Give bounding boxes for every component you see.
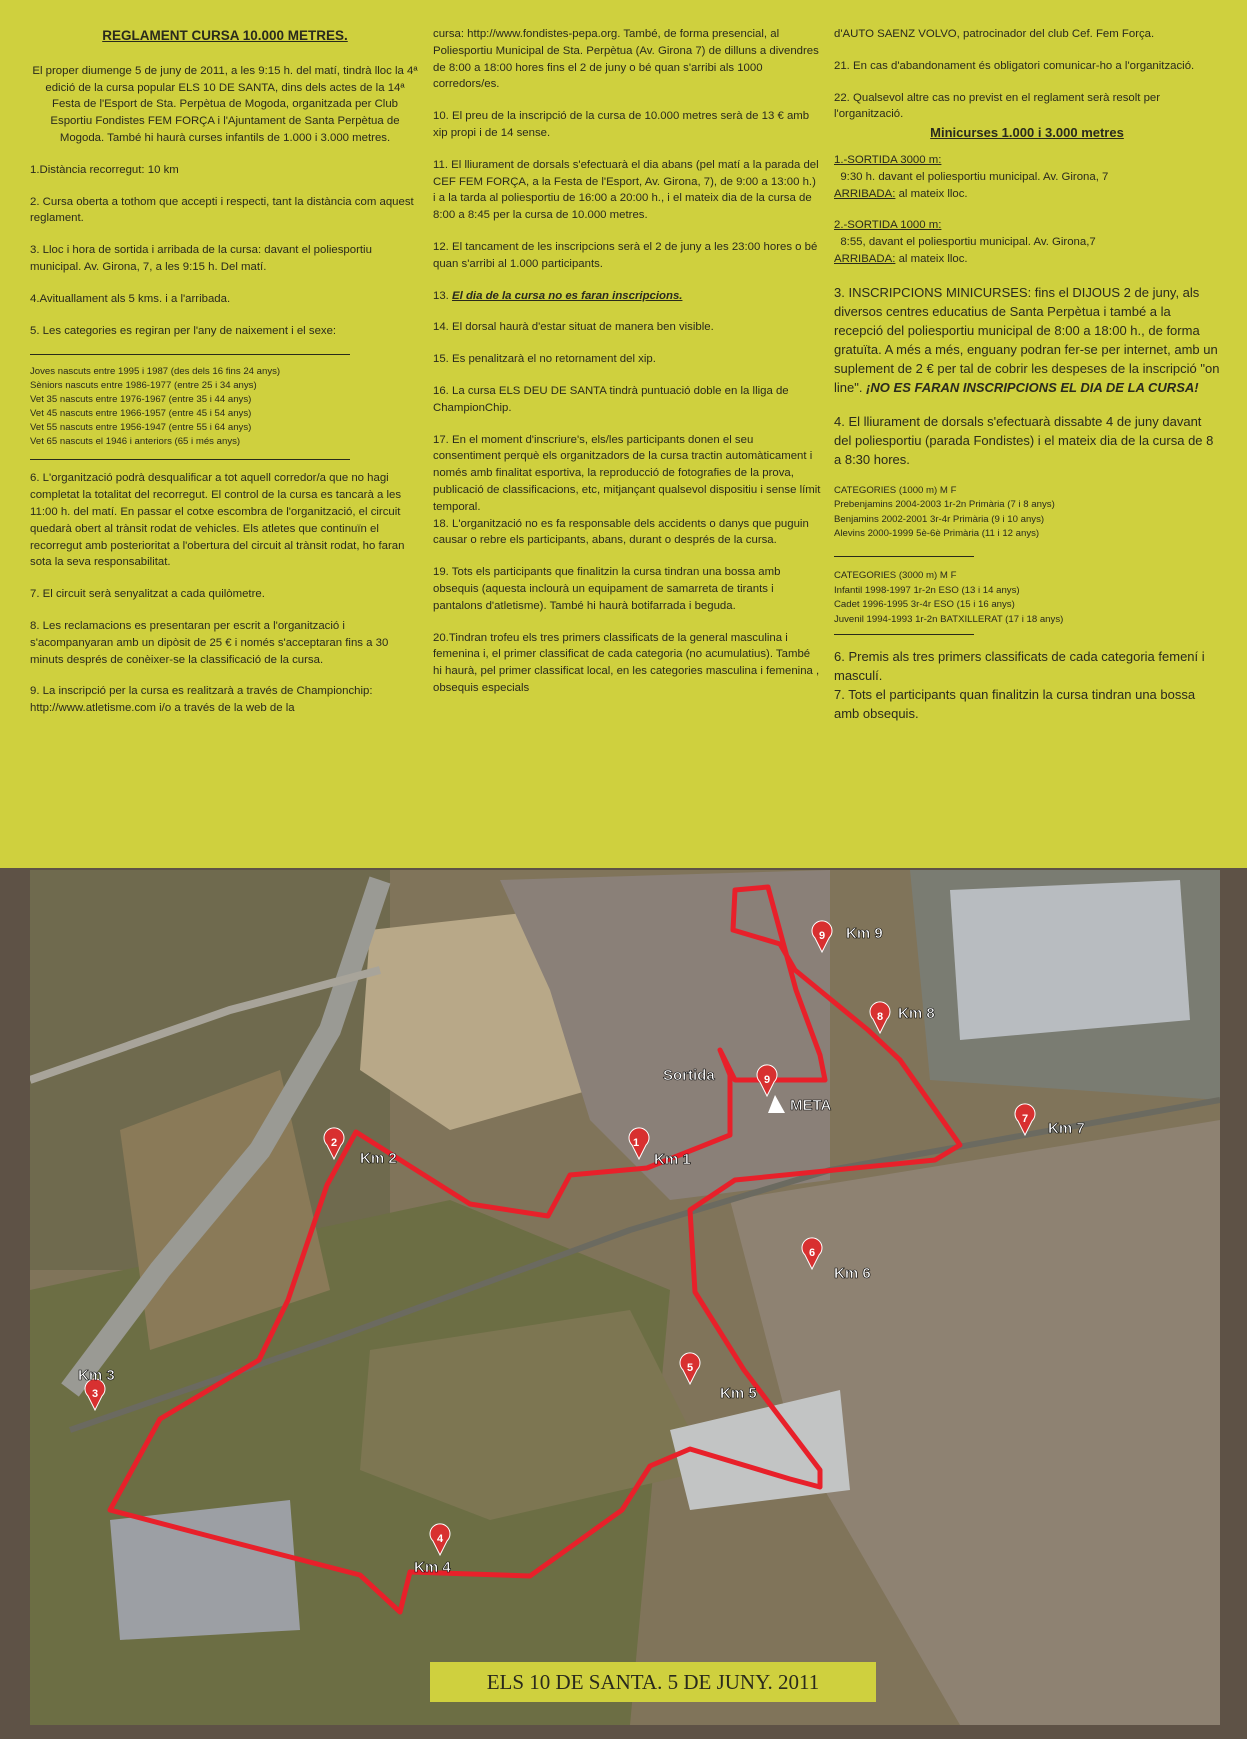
rule-21: 21. En cas d'abandonament és obligatori comunicar-ho a l'organització.: [834, 59, 1195, 72]
category-line: Joves nascuts entre 1995 i 1987 (des dels 16 fins 24 anys): [30, 366, 281, 378]
km-label: Km 6: [834, 1265, 871, 1282]
minicurses-registration: [834, 283, 1220, 397]
marker-number: 2: [330, 1137, 338, 1149]
rule-16: 16. La cursa ELS DEU DE SANTA tindrà puntuació doble en la lliga de ChampionChip.: [433, 384, 789, 414]
km-label: Km 8: [898, 1005, 935, 1022]
category-line: Cadet 1996-1995 3r-4r ESO (15 i 16 anys): [834, 599, 1015, 611]
marker-number: 3: [91, 1388, 99, 1400]
marker-number: 1: [632, 1137, 640, 1149]
rule-13-text: El dia de la cursa no es faran inscripcions.: [452, 289, 683, 302]
minicurses-title: Minicurses 1.000 i 3.000 metres: [930, 125, 1124, 141]
minicursa-1000-heading: 2.-SORTIDA 1000 m:: [834, 219, 942, 232]
map-canvas: [30, 870, 1220, 1725]
marker-number: 9: [818, 930, 826, 942]
rule-6: 6. L'organització podrà desqualificar a tot aquell corredor/a que no hagi completat la totalitat del recorregut. El control de la cursa es tancarà a les 11:00 h. del matí. En passar el cotxe escombra de l'organització, el circuit quedarà obert al trànsit rodat de vehicles. Els atletes que continuïn el recorregut amb posterioritat a l'obertura del circuit al trànsit rodat, ho faran sota la seva responsabilitat.: [30, 472, 405, 569]
minicurses-registration-text: 3. INSCRIPCIONS MINICURSES: fins el DIJOUS 2 de juny, als diversos centres educatius de Santa Perpètua i també a la recepció del poliesportiu municipal de 8:00 a 18:00 h., de forma gratuïta. A més a més, enguany podran fer-se per internet, amb un suplement de 2 € per tal de cobrir les despeses de la inscripció "on line".: [834, 284, 1220, 395]
warehouses: [950, 880, 1190, 1040]
minicursa-1000-finish: al mateix lloc.: [898, 252, 968, 265]
rule-11: 11. El lliurament de dorsals s'efectuarà el dia abans (pel matí a la parada del CEF FEM FORÇA, a la Festa de l'Esport, Av. Girona, 7), de 9:00 a 13:00 h.) i a la tarda al poliesportiu de 16:00 a 20:00 h., i el mateix dia de la cursa de 8:00 a 8:45 per la cursa de 10.000 metres.: [433, 158, 819, 222]
divider: [30, 459, 350, 460]
minicursa-1000: [834, 217, 1220, 267]
minicursa-1000-finish-label: ARRIBADA:: [834, 252, 896, 265]
aerial-route-map: [30, 870, 1220, 1725]
rule-9: 9. La inscripció per la cursa es realitzarà a través de Championchip: http://www.atletisme.com i/o a través de la web de la: [30, 685, 373, 715]
regulations-column-1: [30, 26, 420, 732]
rule-9-continued: cursa: http://www.fondistes-pepa.org. També, de forma presencial, al Poliesportiu Municipal de Sta. Perpètua (Av. Girona 7) de dilluns a divendres de 8:00 a 18:00 hores fins el 2 de juny o bé quan s'arribi als 1000 corredors/es.: [433, 28, 819, 91]
regulations-panel: [0, 0, 1247, 868]
km-label: Km 5: [720, 1385, 757, 1402]
km-label: Km 3: [78, 1367, 115, 1384]
categories-3000m-title: CATEGORIES (3000 m) M F: [834, 570, 957, 582]
minicursa-3000-heading: 1.-SORTIDA 3000 m:: [834, 153, 942, 166]
rule-3: 3. Lloc i hora de sortida i arribada de la cursa: davant el poliesportiu municipal. Av. Girona, 7, a les 9:15 h. Del matí.: [30, 244, 372, 273]
km-label: Km 7: [1048, 1120, 1085, 1137]
rule-22: 22. Qualsevol altre cas no previst en el reglament serà resolt per l'organització.: [834, 91, 1161, 121]
category-line: Prebenjamins 2004-2003 1r-2n Primària (7 i 8 anys): [834, 499, 1055, 511]
rule-7: 7. El circuit serà senyalitzat a cada quilòmetre.: [30, 588, 265, 601]
minicurses-prizes: 6. Premis als tres primers classificats de cada categoria femení i masculí.: [834, 649, 1205, 684]
rule-15: 15. Es penalitzarà el no retornament del xip.: [433, 353, 656, 366]
rule-13-number: 13.: [433, 289, 449, 302]
minicursa-3000: [834, 152, 1220, 202]
rule-18: 18. L'organització no es fa responsable dels accidents o danys que puguin causar o rebre els participants, abans, durant o després de la cursa.: [433, 517, 809, 547]
km-label: Km 2: [360, 1150, 397, 1167]
rule-17: 17. En el moment d'inscriure's, els/les participants donen el seu consentiment perquè els organitzadors de la cursa tractin automàticament i només amb finalitat esportiva, la reproducció de fotografies de la prova, publicació de classificacions, etc, mitjançant qualsevol dispositiu i sense límit temporal.: [433, 433, 821, 513]
rule-4: 4.Avituallament als 5 kms. i a l'arribada.: [30, 292, 231, 305]
rule-14: 14. El dorsal haurà d'estar situat de manera ben visible.: [433, 321, 714, 334]
category-line: Benjamins 2002-2001 3r-4r Primària (9 i 10 anys): [834, 513, 1045, 525]
category-line: Sèniors nascuts entre 1986-1977 (entre 25 i 34 anys): [30, 380, 257, 392]
marker-number: 8: [876, 1011, 884, 1023]
km-label: Km 9: [846, 925, 883, 942]
minicurses-bibs: 4. El lliurament de dorsals s'efectuarà dissabte 4 de juny davant del poliesportiu (parada Fondistes) i el mateix dia de la cursa de 8 a 8:30 hores.: [834, 413, 1214, 467]
category-line: Vet 55 nascuts entre 1956-1947 (entre 55 i 64 anys): [30, 422, 252, 434]
intro-paragraph: El proper diumenge 5 de juny de 2011, a les 9:15 h. del matí, tindrà lloc la 4ª edició de la cursa popular ELS 10 DE SANTA, dins dels actes de la 14ª Festa de l'Esport de Sta. Perpètua de Mogoda, organitzada per Club Esportiu Fondistes FEM FORÇA i l'Ajuntament de Santa Perpètua de Mogoda. També hi haurà curses infantils de 1.000 i 3.000 metres.: [32, 64, 418, 144]
start-label: Sortida: [663, 1067, 715, 1084]
industrial-buildings-southwest: [110, 1500, 300, 1640]
rule-8: 8. Les reclamacions es presentaran per escrit a l'organització i s'acompanyaran amb un dipòsit de 25 € i només s'acceptaran fins a 30 minuts després de conèixer-se la classificació de la cursa.: [30, 619, 389, 666]
no-registration-warning: ¡NO ES FARAN INSCRIPCIONS EL DIA DE LA CURSA!: [866, 379, 1199, 395]
category-line: Vet 35 nascuts entre 1976-1967 (entre 35 i 44 anys): [30, 394, 252, 406]
age-categories-list: [30, 354, 350, 449]
regulations-column-3: [834, 26, 1220, 738]
minicursa-3000-start: 9:30 h. davant el poliesportiu municipal. Av. Girona, 7: [840, 170, 1109, 183]
category-line: Alevins 2000-1999 5è-6è Primària (11 i 12 anys): [834, 527, 1040, 539]
minicursa-1000-start: 8:55, davant el poliesportiu municipal. Av. Girona,7: [840, 236, 1096, 249]
marker-number: 6: [808, 1247, 816, 1259]
minicursa-3000-finish: al mateix lloc.: [898, 187, 968, 200]
marker-number: 9: [763, 1074, 771, 1086]
event-banner: ELS 10 DE SANTA. 5 DE JUNY. 2011: [430, 1662, 876, 1702]
rule-13: [433, 288, 821, 305]
divider: [834, 556, 974, 557]
marker-number: 7: [1021, 1113, 1029, 1125]
km-label: Km 4: [414, 1559, 451, 1576]
rule-20-continued: d'AUTO SAENZ VOLVO, patrocinador del club Cef. Fem Força.: [834, 28, 1155, 40]
rule-12: 12. El tancament de les inscripcions serà el 2 de juny a les 23:00 hores o bé quan s'arribi al 1.000 participants.: [433, 240, 818, 270]
category-line: Vet 45 nascuts entre 1966-1957 (entre 45 i 54 anys): [30, 408, 252, 420]
divider: [834, 634, 974, 635]
marker-number: 5: [686, 1362, 694, 1374]
regulations-column-2: [433, 26, 821, 712]
category-line: Infantil 1998-1997 1r-2n ESO (13 i 14 anys): [834, 584, 1020, 596]
category-line: Vet 65 nascuts el 1946 i anteriors (65 i més anys): [30, 436, 241, 448]
minicursa-3000-finish-label: ARRIBADA:: [834, 187, 896, 200]
rule-20: 20.Tindran trofeu els tres primers classificats de la general masculina i femenina i, el primer classificat de cada categoria (no acumulatius). També hi haurà, pel primer classificat local, en les categories masculina i femenina , obsequis especials: [433, 631, 820, 694]
rule-2: 2. Cursa oberta a tothom que accepti i respecti, tant la distància com aquest reglament.: [30, 195, 414, 225]
categories-1000m-title: CATEGORIES (1000 m) M F: [834, 484, 957, 496]
marker-number: 4: [436, 1533, 444, 1545]
rule-1: 1.Distància recorregut: 10 km: [30, 163, 179, 176]
categories-3000m: [834, 569, 1220, 627]
rule-19: 19. Tots els participants que finalitzin la cursa tindran una bossa amb obsequis (aquesta inclourà un equipament de samarreta de tirants i pantalons d'atletisme). També hi haurà botifarrada i beguda.: [433, 566, 781, 612]
categories-1000m: [834, 484, 1220, 542]
category-line: Juvenil 1994-1993 1r-2n BATXILLERAT (17 i 18 anys): [834, 613, 1064, 625]
minicurses-gift-bag: 7. Tots el participants quan finalitzin la cursa tindran una bossa amb obsequis.: [834, 687, 1196, 722]
rule-5: 5. Les categories es regiran per l'any de naixement i el sexe:: [30, 324, 337, 337]
km-label: Km 1: [654, 1151, 691, 1168]
finish-label: META: [790, 1097, 832, 1114]
rule-10: 10. El preu de la inscripció de la cursa de 10.000 metres serà de 13 € amb xip propi i de 14 sense.: [433, 110, 810, 139]
regulations-title: REGLAMENT CURSA 10.000 METRES.: [102, 28, 348, 43]
